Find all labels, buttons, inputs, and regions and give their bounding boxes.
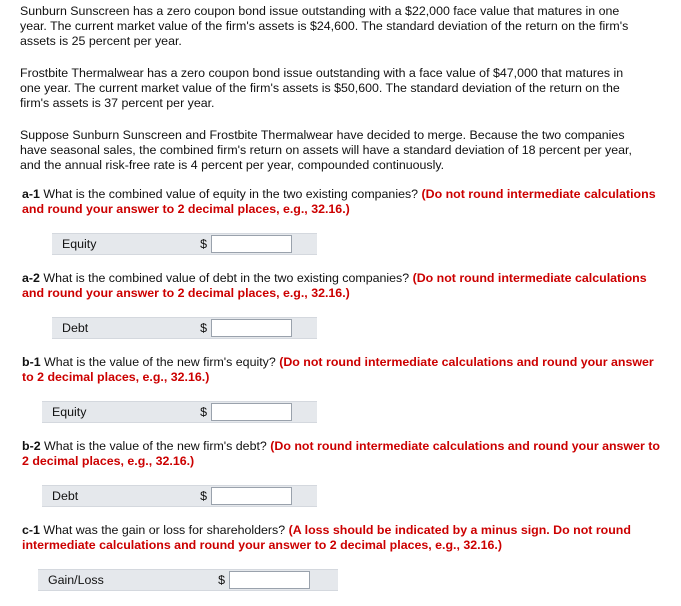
paragraph-merger: Suppose Sunburn Sunscreen and Frostbite Thermalwear have decided to merge. Because the two companies have seasonal sales, the combined firm's return on assets will have a standard deviation of 18 percent per year, and the annual risk-free rate is 4 percent per year, compounded continuously. [20,128,632,172]
question-number: b-2 [22,439,41,453]
currency-symbol: $ [218,572,225,587]
currency-symbol: $ [200,404,207,419]
answer-label: Debt [62,320,89,335]
question-b2 [22,439,662,469]
gain-loss-input-c1[interactable] [229,571,310,589]
answer-label: Equity [52,404,87,419]
question-number: a-2 [22,271,40,285]
question-number: c-1 [22,523,40,537]
question-b1 [22,355,662,385]
answer-row-b2 [42,485,317,507]
paragraph-sunburn: Sunburn Sunscreen has a zero coupon bond issue outstanding with a $22,000 face value that matures in one year. The current market value of the firm's assets is $24,600. The standard deviation of the return on the firm's assets is 25 percent per year. [20,4,629,48]
equity-input-a1[interactable] [211,235,292,253]
currency-symbol: $ [200,236,207,251]
paragraph-frostbite: Frostbite Thermalwear has a zero coupon bond issue outstanding with a face value of $47,000 that matures in one year. The current market value of the firm's assets is $50,600. The standard deviation of the return on the firm's assets is 37 percent per year. [20,66,624,110]
question-instruction: (Do not round intermediate calculations and round your answer to 2 decimal places, e.g., 32.16.) [22,355,654,384]
equity-input-b1[interactable] [211,403,292,421]
question-instruction: (Do not round intermediate calculations and round your answer to 2 decimal places, e.g., 32.16.) [22,187,656,216]
question-instruction: (A loss should be indicated by a minus sign. Do not round intermediate calculations and round your answer to 2 decimal places, e.g., 32.16.) [22,523,631,552]
question-text: What is the combined value of equity in the two existing companies? [43,187,419,201]
question-a1 [22,187,662,217]
answer-row-c1 [38,569,338,591]
question-text: What is the value of the new firm's debt? [44,439,267,453]
answer-label: Equity [62,236,97,251]
answer-label: Gain/Loss [48,572,104,587]
answer-row-a1 [52,233,317,255]
question-number: a-1 [22,187,40,201]
answer-row-b1 [42,401,317,423]
question-c1 [22,523,662,553]
answer-label: Debt [52,488,79,503]
question-instruction: (Do not round intermediate calculations and round your answer to 2 decimal places, e.g., 32.16.) [22,271,647,300]
question-text: What was the gain or loss for shareholders? [43,523,286,537]
answer-row-a2 [52,317,317,339]
question-number: b-1 [22,355,41,369]
debt-input-a2[interactable] [211,319,292,337]
question-text: What is the value of the new firm's equity? [44,355,276,369]
currency-symbol: $ [200,320,207,335]
debt-input-b2[interactable] [211,487,292,505]
question-text: What is the combined value of debt in the two existing companies? [43,271,410,285]
question-instruction: (Do not round intermediate calculations and round your answer to 2 decimal places, e.g., 32.16.) [22,439,660,468]
currency-symbol: $ [200,488,207,503]
question-a2 [22,271,662,301]
